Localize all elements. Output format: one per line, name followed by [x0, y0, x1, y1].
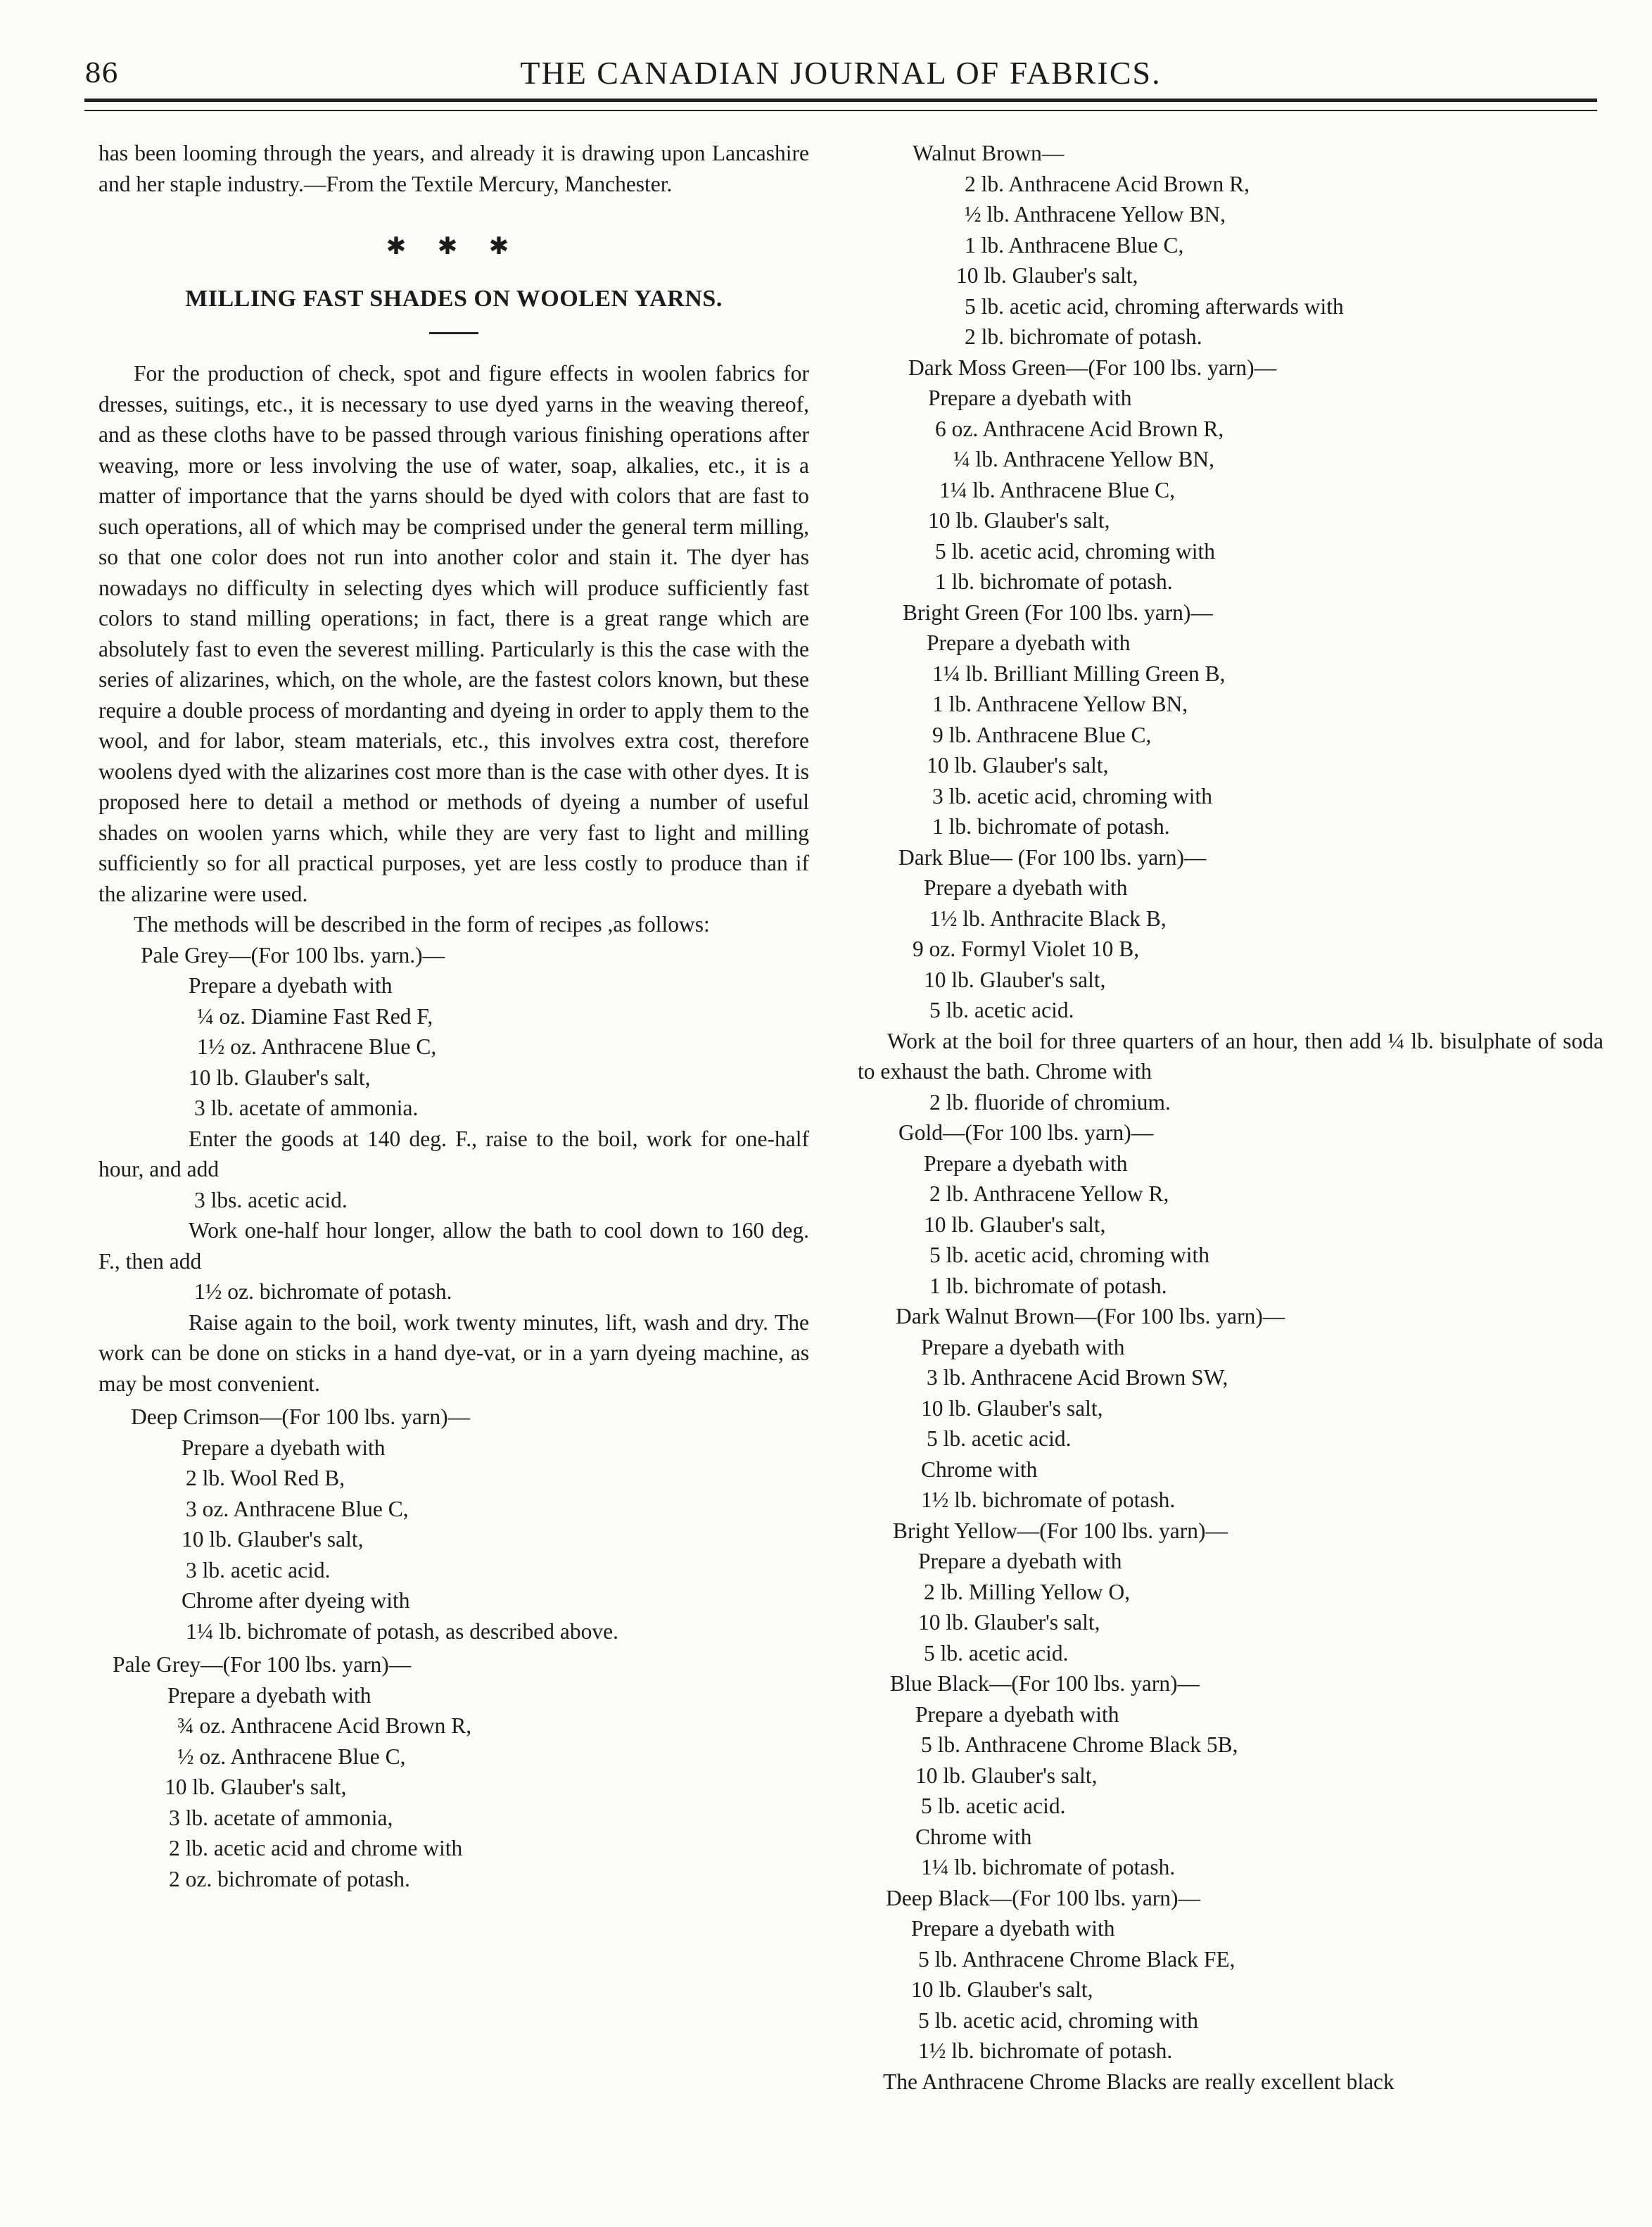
recipe-item: 1½ lb. bichromate of potash.	[918, 2038, 1173, 2063]
recipe-item: 1½ oz. bichromate of potash.	[194, 1279, 452, 1304]
recipe-title: Pale Grey—(For 100 lbs. yarn.)—	[141, 942, 445, 967]
recipe-dark-moss-green	[883, 353, 1587, 597]
page-header	[84, 51, 1597, 96]
recipe-item: 2 lb. bichromate of potash.	[965, 324, 1202, 349]
recipe-title: Bright Green (For 100 lbs. yarn)—	[903, 599, 1213, 625]
recipe-item: 1 lb. bichromate of potash.	[929, 1273, 1167, 1298]
recipe-prepare: Prepare a dyebath with	[927, 630, 1131, 655]
recipe-item: 10 lb. Glauber's salt,	[956, 263, 1138, 288]
recipe-item: 1¼ lb. bichromate of potash, as described above.	[186, 1618, 618, 1644]
recipe-title: Pale Grey—(For 100 lbs. yarn)—	[113, 1652, 412, 1677]
recipe-item: 5 lb. acetic acid, chroming with	[935, 538, 1215, 564]
section-ornament: ✱ ✱ ✱	[386, 234, 522, 260]
recipe-title: Bright Yellow—(For 100 lbs. yarn)—	[893, 1518, 1228, 1543]
recipe-item: 5 lb. acetic acid, chroming with	[929, 1243, 1209, 1267]
recipe-item: 3 lb. acetate of ammonia.	[194, 1096, 419, 1120]
article-title: MILLING FAST SHADES ON WOOLEN YARNS.	[185, 285, 723, 312]
recipe-dark-walnut-brown	[883, 1301, 1587, 1516]
recipe-item: 5 lb. Anthracene Chrome Black FE,	[918, 1946, 1235, 1972]
recipe-item: 10 lb. Glauber's salt,	[924, 967, 1106, 992]
recipe-item: 1½ oz. Anthracene Blue C,	[197, 1034, 437, 1059]
recipe-item: 2 lb. Anthracene Yellow R,	[929, 1181, 1169, 1206]
recipe-item: 1½ lb. bichromate of potash.	[921, 1487, 1176, 1512]
recipe-item: 3 lb. Anthracene Acid Brown SW,	[927, 1365, 1228, 1390]
recipe-gold	[883, 1117, 1587, 1301]
recipe-item: ½ lb. Anthracene Yellow BN,	[965, 202, 1226, 227]
recipe-item: 2 lb. Wool Red B,	[186, 1466, 345, 1490]
left-column	[99, 138, 809, 1894]
recipe-chrome: Chrome with	[915, 1824, 1032, 1849]
recipe-item: 2 oz. bichromate of potash.	[169, 1866, 410, 1891]
recipe-item: 5 lb. acetic acid.	[927, 1426, 1072, 1451]
recipe-item: 3 oz. Anthracene Blue C,	[186, 1496, 409, 1521]
continuation-paragraph: has been looming through the years, and already it is drawing upon Lancashire and her staple industry.—From the Textile Mercury, Manchester.	[99, 141, 809, 196]
recipe-pale-grey-1	[99, 940, 809, 1400]
recipe-prepare: Prepare a dyebath with	[915, 1701, 1119, 1727]
recipe-prepare: Prepare a dyebath with	[921, 1334, 1125, 1359]
recipe-instruction: Work at the boil for three quarters of an hour, then add ¼ lb. bisulphate of soda to exhaust the bath. Chrome with	[858, 1028, 1603, 1084]
recipe-item: 5 lb. acetic acid, chroming afterwards with	[965, 293, 1344, 319]
recipe-title: Dark Moss Green—(For 100 lbs. yarn)—	[908, 355, 1277, 380]
recipe-item: 10 lb. Glauber's salt,	[189, 1065, 371, 1090]
recipe-item: 10 lb. Glauber's salt,	[928, 508, 1110, 533]
recipe-bright-yellow	[883, 1516, 1587, 1669]
recipe-item: 1 lb. Anthracene Yellow BN,	[932, 692, 1188, 716]
recipe-item: ¼ lb. Anthracene Yellow BN,	[953, 447, 1214, 471]
recipe-item: ¼ oz. Diamine Fast Red F,	[197, 1003, 433, 1029]
recipe-item: 3 lbs. acetic acid.	[194, 1187, 348, 1212]
recipe-item: 1 lb. Anthracene Blue C,	[965, 232, 1184, 258]
recipe-item: 1¼ lb. Brilliant Milling Green B,	[932, 661, 1226, 686]
closing-line: The Anthracene Chrome Blacks are really excellent black	[883, 2069, 1394, 2094]
recipe-deep-black	[883, 1883, 1587, 2067]
recipe-walnut-brown	[883, 138, 1587, 353]
recipe-pale-grey-2	[99, 1649, 809, 1894]
recipe-instruction: Work one-half hour longer, allow the bath to cool down to 160 deg. F., then add	[99, 1218, 809, 1274]
methods-paragraph: The methods will be described in the form of recipes ,as follows:	[134, 912, 710, 937]
recipe-item: 9 oz. Formyl Violet 10 B,	[913, 937, 1140, 961]
recipe-chrome: Chrome after dyeing with	[182, 1588, 410, 1613]
page-number: 86	[84, 58, 119, 89]
recipe-deep-crimson	[99, 1402, 809, 1647]
recipe-item: 10 lb. Glauber's salt,	[911, 1977, 1093, 2002]
header-rule	[84, 99, 1597, 111]
intro-paragraph: For the production of check, spot and figure effects in woolen fabrics for dresses, suitings, etc., it is necessary to use dyed yarns in the weaving thereof, and as these cloths have to be passed through various finishing operations after weaving, more or less involving the use of water, soap, alkalies, etc., it is a matter of importance that the yarns should be dyed with colors that are fast to such operations, all of which may be comprised under the general term milling, so that one color does not run into another color and stain it. The dyer has nowadays no difficulty in selecting dyes which will produce sufficiently fast colors to stand milling operations; in fact, there is a great range which are absolutely fast to even the severest milling. Particularly is this the case with the series of alizarines, which, on the whole, are the fastest colors known, but these require a double process of mordanting and dyeing in order to apply them to the wool, and for labor, steam materials, etc., this involves extra cost, therefore woolens dyed with the alizarines cost more than is the case with other dyes. It is proposed here to detail a method or methods of dyeing a number of useful shades on woolen yarns which, while they are very fast to light and milling sufficiently so for all practical purposes, yet are less costly to produce than if the alizarine were used.	[99, 361, 809, 906]
recipe-item: 1¼ lb. bichromate of potash.	[921, 1855, 1176, 1879]
recipe-item: 10 lb. Glauber's salt,	[165, 1775, 347, 1799]
recipe-prepare: Prepare a dyebath with	[928, 386, 1132, 410]
recipe-item: 10 lb. Glauber's salt,	[915, 1763, 1098, 1788]
recipe-instruction: Raise again to the boil, work twenty minutes, lift, wash and dry. The work can be done on sticks in a hand dye-vat, or in a yarn dyeing machine, as may be most convenient.	[99, 1309, 809, 1396]
recipe-item: 3 lb. acetic acid.	[186, 1557, 331, 1582]
recipe-item: 3 lb. acetic acid, chroming with	[932, 783, 1212, 808]
recipe-item: ¾ oz. Anthracene Acid Brown R,	[177, 1713, 472, 1738]
recipe-title: Dark Walnut Brown—(For 100 lbs. yarn)—	[896, 1304, 1285, 1328]
recipe-title: Deep Crimson—(For 100 lbs. yarn)—	[131, 1404, 471, 1429]
recipe-prepare: Prepare a dyebath with	[924, 1150, 1128, 1176]
recipe-chrome: Chrome with	[921, 1457, 1038, 1482]
title-rule	[429, 332, 478, 334]
recipe-prepare: Prepare a dyebath with	[911, 1916, 1115, 1941]
recipe-item: 6 oz. Anthracene Acid Brown R,	[935, 416, 1224, 441]
recipe-prepare: Prepare a dyebath with	[167, 1682, 371, 1708]
recipe-item: 3 lb. acetate of ammonia,	[169, 1805, 393, 1830]
recipe-title: Deep Black—(For 100 lbs. yarn)—	[886, 1885, 1201, 1910]
recipe-item: 2 lb. Milling Yellow O,	[924, 1579, 1131, 1604]
recipe-item: 5 lb. acetic acid.	[929, 998, 1074, 1022]
recipe-prepare: Prepare a dyebath with	[924, 875, 1128, 900]
recipe-title: Blue Black—(For 100 lbs. yarn)—	[890, 1671, 1200, 1696]
recipe-item: 1 lb. bichromate of potash.	[935, 569, 1173, 594]
recipe-blue-black	[883, 1668, 1587, 1883]
journal-title: THE CANADIAN JOURNAL OF FABRICS.	[520, 55, 1162, 91]
recipe-bright-green	[883, 597, 1587, 842]
recipe-item: 10 lb. Glauber's salt,	[924, 1212, 1106, 1237]
recipe-item: 10 lb. Glauber's salt,	[182, 1527, 364, 1552]
recipe-item: 9 lb. Anthracene Blue C,	[932, 722, 1152, 747]
recipe-item: ½ oz. Anthracene Blue C,	[177, 1744, 406, 1769]
recipe-prepare: Prepare a dyebath with	[182, 1435, 386, 1460]
recipe-item: 1¼ lb. Anthracene Blue C,	[939, 477, 1176, 502]
right-column	[858, 138, 1603, 2097]
recipe-item: 2 lb. acetic acid and chrome with	[169, 1836, 463, 1860]
recipe-item: 5 lb. Anthracene Chrome Black 5B,	[921, 1732, 1238, 1757]
recipe-instruction: Enter the goods at 140 deg. F., raise to the boil, work for one-half hour, and add	[99, 1126, 809, 1181]
recipe-item: 5 lb. acetic acid.	[924, 1640, 1069, 1666]
recipe-item: 10 lb. Glauber's salt,	[927, 753, 1109, 778]
recipe-item: 5 lb. acetic acid, chroming with	[918, 2007, 1198, 2033]
recipe-prepare: Prepare a dyebath with	[918, 1549, 1122, 1573]
recipe-item: 1 lb. bichromate of potash.	[932, 814, 1170, 839]
recipe-item: 2 lb. fluoride of chromium.	[929, 1089, 1171, 1115]
recipe-item: 1½ lb. Anthracite Black B,	[929, 906, 1167, 931]
recipe-item: 10 lb. Glauber's salt,	[918, 1610, 1100, 1635]
recipe-item: 2 lb. Anthracene Acid Brown R,	[965, 171, 1250, 196]
recipe-prepare: Prepare a dyebath with	[189, 973, 393, 998]
recipe-title: Dark Blue— (For 100 lbs. yarn)—	[898, 844, 1207, 870]
recipe-dark-blue	[858, 842, 1603, 1118]
recipe-item: 5 lb. acetic acid.	[921, 1794, 1066, 1818]
recipe-title: Walnut Brown—	[913, 141, 1065, 165]
recipe-title: Gold—(For 100 lbs. yarn)—	[898, 1120, 1154, 1145]
recipe-item: 10 lb. Glauber's salt,	[921, 1395, 1103, 1421]
